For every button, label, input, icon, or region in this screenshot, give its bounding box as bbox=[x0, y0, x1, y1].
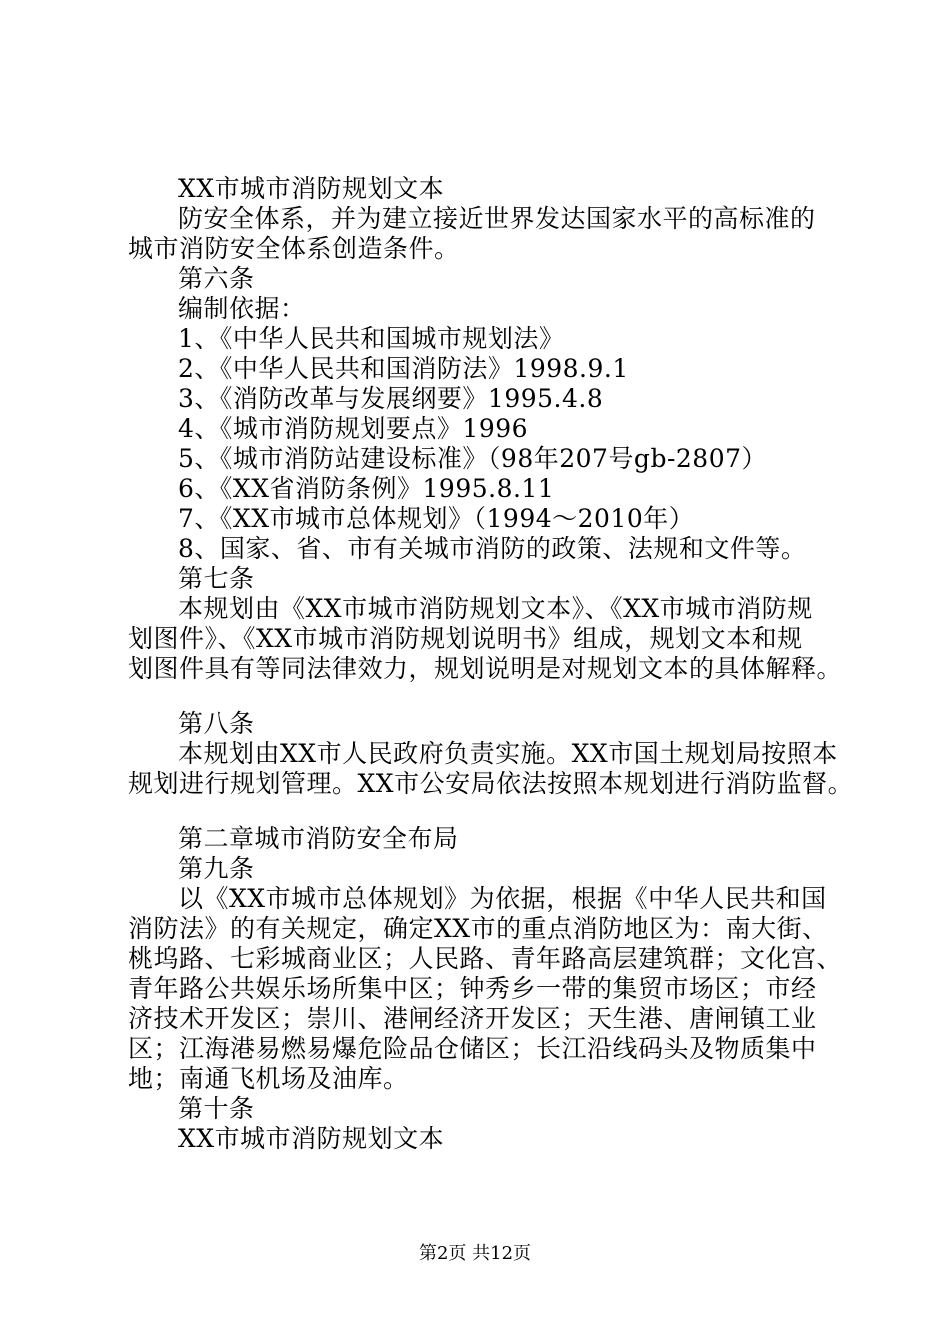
list-item: 6、《XX省消防条例》1995.8.11 bbox=[178, 474, 555, 503]
paragraph-gap bbox=[128, 799, 850, 824]
text-line: 划图件具有等同法律效力，规划说明是对规划文本的具体解释。 bbox=[128, 654, 843, 683]
text-line: 防安全体系，并为建立接近世界发达国家水平的高标准的 bbox=[178, 204, 816, 233]
document-title: XX市城市消防规划文本 bbox=[178, 174, 445, 203]
text-line: 城市消防安全体系创造条件。 bbox=[128, 234, 460, 263]
list-item: 1、《中华人民共和国城市规划法》 bbox=[178, 324, 565, 353]
list-item: 3、《消防改革与发展纲要》1995.4.8 bbox=[178, 384, 604, 413]
list-item: 2、《中华人民共和国消防法》1998.9.1 bbox=[178, 354, 629, 383]
document-body bbox=[128, 174, 854, 1154]
text-line: 桃坞路、七彩城商业区；人民路、青年路高层建筑群；文化宫、 bbox=[128, 944, 843, 973]
text-line: XX市城市消防规划文本 bbox=[178, 1124, 445, 1153]
list-item: 5、《城市消防站建设标准》（98年207号gb-2807） bbox=[178, 444, 768, 473]
article-heading: 第七条 bbox=[178, 564, 255, 593]
text-line: 规划进行规划管理。XX市公安局依法按照本规划进行消防监督。 bbox=[128, 769, 854, 798]
text-line: 本规划由XX市人民政府负责实施。XX市国土规划局按照本 bbox=[178, 739, 838, 768]
text-line: 编制依据： bbox=[178, 294, 306, 323]
article-heading: 第六条 bbox=[178, 264, 255, 293]
text-line: 地；南通飞机场及油库。 bbox=[128, 1064, 409, 1093]
text-line: 济技术开发区；崇川、港闸经济开发区；天生港、唐闸镇工业 bbox=[128, 1004, 817, 1033]
article-heading: 第九条 bbox=[178, 854, 255, 883]
page-number: 第2页 共12页 bbox=[418, 1243, 532, 1264]
article-heading: 第八条 bbox=[178, 709, 255, 738]
text-line: 青年路公共娱乐场所集中区；钟秀乡一带的集贸市场区；市经 bbox=[128, 974, 817, 1003]
article-heading: 第十条 bbox=[178, 1094, 255, 1123]
chapter-heading: 第二章城市消防安全布局 bbox=[178, 824, 459, 853]
paragraph-gap bbox=[128, 684, 850, 709]
text-line: 消防法》的有关规定，确定XX市的重点消防地区为：南大街、 bbox=[128, 914, 828, 943]
text-line: 划图件》、《XX市城市消防规划说明书》组成，规划文本和规 bbox=[128, 624, 803, 653]
text-line: 本规划由《XX市城市消防规划文本》、《XX市城市消防规 bbox=[178, 594, 813, 623]
list-item: 7、《XX市城市总体规划》（1994～2010年） bbox=[178, 504, 695, 533]
list-item: 4、《城市消防规划要点》1996 bbox=[178, 414, 529, 443]
text-line: 以《XX市城市总体规划》为依据，根据《中华人民共和国 bbox=[178, 884, 827, 913]
list-item: 8、国家、省、市有关城市消防的政策、法规和文件等。 bbox=[178, 534, 807, 563]
text-line: 区；江海港易燃易爆危险品仓储区；长江沿线码头及物质集中 bbox=[128, 1034, 817, 1063]
